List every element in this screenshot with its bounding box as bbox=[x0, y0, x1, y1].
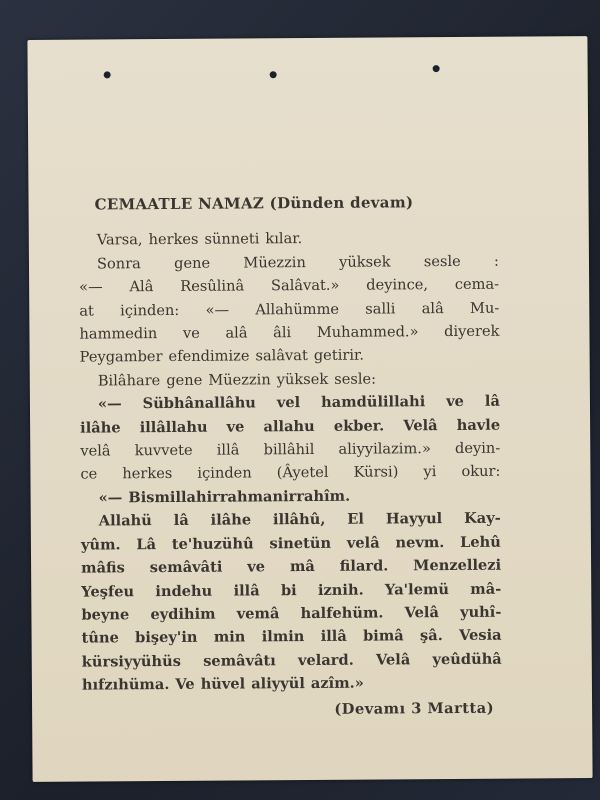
word: lâ bbox=[484, 392, 500, 411]
word: sesle: bbox=[334, 370, 377, 388]
punch-hole bbox=[104, 71, 111, 78]
page-heading bbox=[94, 191, 498, 217]
word: : bbox=[493, 252, 499, 270]
word: efendimize bbox=[168, 347, 250, 366]
word: velâ bbox=[346, 534, 380, 552]
word: şâ. bbox=[419, 627, 443, 645]
text-line bbox=[79, 249, 499, 275]
word: gene bbox=[174, 254, 211, 272]
text-line bbox=[80, 390, 500, 416]
text-line bbox=[80, 413, 500, 439]
word: velard. bbox=[297, 651, 354, 669]
word: Allahümme bbox=[255, 300, 340, 319]
word: kılar. bbox=[265, 230, 303, 248]
word: allahu bbox=[263, 417, 315, 435]
word: Sonra bbox=[96, 254, 141, 273]
word: Alâ bbox=[129, 278, 154, 296]
word: Sübhânallâhu bbox=[142, 394, 256, 413]
word: Mu- bbox=[469, 299, 500, 317]
word: iznih. bbox=[317, 581, 364, 599]
word: vemâ bbox=[236, 605, 280, 623]
text-lines bbox=[79, 226, 502, 697]
word: deyince, bbox=[366, 276, 429, 294]
text-line bbox=[82, 647, 502, 673]
word: ekber. bbox=[333, 417, 385, 435]
word: illâ bbox=[216, 441, 240, 459]
word: halfehüm. bbox=[300, 604, 384, 622]
word: salli bbox=[365, 300, 396, 318]
word: yi bbox=[423, 463, 437, 481]
word: yüksek bbox=[276, 370, 329, 389]
word: hamdülillahi bbox=[321, 393, 426, 412]
word: azîm.» bbox=[310, 674, 364, 693]
word: Velâ bbox=[403, 416, 438, 435]
word: herkes bbox=[122, 465, 173, 483]
word: illâllahu bbox=[139, 418, 208, 436]
word: tûne bbox=[81, 629, 119, 647]
word: Bismillahirrahmanirrahîm. bbox=[128, 487, 351, 507]
word: El bbox=[347, 510, 365, 529]
text-line bbox=[81, 577, 501, 603]
word: Kürsi) bbox=[353, 463, 399, 482]
text-line bbox=[82, 624, 502, 650]
word: cema- bbox=[454, 275, 500, 294]
text-line bbox=[80, 367, 500, 393]
word: (Âyetel bbox=[276, 464, 329, 482]
word: hıfzıhüma. bbox=[81, 676, 170, 694]
word: Velâ bbox=[375, 651, 411, 669]
text-line bbox=[81, 530, 501, 556]
word: bi bbox=[280, 581, 297, 599]
text-line bbox=[81, 507, 501, 533]
punch-hole bbox=[433, 65, 440, 72]
word: bimâ bbox=[363, 627, 404, 645]
word: ve bbox=[182, 324, 200, 342]
word: lâ bbox=[173, 512, 189, 530]
page-title-note: (Dünden devam) bbox=[269, 193, 414, 213]
word: deyin- bbox=[454, 439, 501, 458]
word: «— bbox=[79, 278, 103, 296]
page-text bbox=[78, 191, 502, 723]
word: min bbox=[213, 628, 246, 646]
text-line bbox=[80, 343, 500, 369]
word: semâvâti bbox=[149, 558, 223, 577]
word: illâ bbox=[320, 628, 347, 646]
word: diyerek bbox=[444, 322, 500, 341]
word: Müezzin bbox=[208, 371, 271, 389]
word: yûm. bbox=[80, 536, 121, 554]
text-line bbox=[81, 554, 501, 580]
word: herkes bbox=[148, 231, 199, 249]
word: nevm. bbox=[395, 533, 445, 552]
word: okur: bbox=[461, 463, 501, 481]
word: alâ bbox=[421, 299, 444, 317]
word: ve bbox=[247, 558, 266, 576]
text-line bbox=[81, 601, 501, 627]
word: havle bbox=[456, 416, 501, 434]
word: illâhû, bbox=[272, 511, 326, 529]
word: sinetün bbox=[269, 534, 332, 552]
word: Menzellezi bbox=[413, 556, 502, 575]
continuation-note: (Devamı 3 Martta) bbox=[334, 699, 495, 718]
word: velâ bbox=[80, 442, 111, 460]
word: gene bbox=[166, 371, 203, 389]
word: Ya'lemü bbox=[384, 580, 450, 598]
text-line bbox=[80, 460, 500, 486]
word: kürsiyyühüs bbox=[81, 652, 182, 671]
word: mâ- bbox=[470, 580, 502, 598]
word: beyne bbox=[81, 606, 130, 624]
word: yüksek bbox=[339, 253, 391, 271]
word: «— bbox=[205, 301, 230, 319]
word: salâvat bbox=[255, 347, 308, 365]
word: billâhil bbox=[263, 441, 315, 459]
text-line bbox=[79, 320, 499, 346]
word: hüvel bbox=[200, 675, 246, 693]
word: bişey'in bbox=[135, 629, 198, 647]
word: ilmin bbox=[261, 628, 305, 646]
text-line bbox=[79, 273, 499, 299]
word: Lâ bbox=[136, 535, 157, 553]
word: Muhammed.» bbox=[316, 323, 419, 341]
word: mâ bbox=[289, 558, 315, 576]
word: Kay- bbox=[464, 509, 501, 528]
word: Lehû bbox=[460, 533, 501, 551]
text-line bbox=[79, 226, 499, 252]
word: illâ bbox=[233, 581, 260, 600]
text-line bbox=[81, 484, 501, 510]
word: ce bbox=[80, 465, 98, 484]
word: Salâvat.» bbox=[270, 277, 340, 295]
punch-hole bbox=[270, 71, 277, 78]
word: Peygamber bbox=[79, 348, 163, 367]
word: mâfis bbox=[81, 559, 125, 577]
word: Yeşfeu bbox=[81, 582, 135, 601]
word: yuhî- bbox=[460, 603, 502, 621]
word: Bilâhare bbox=[97, 371, 161, 390]
word: indehu bbox=[155, 582, 213, 600]
word: Velâ bbox=[404, 604, 439, 622]
word: semâvâtı bbox=[203, 651, 276, 670]
word: hammedin bbox=[79, 325, 158, 343]
word: vel bbox=[276, 394, 301, 412]
text-line bbox=[80, 437, 500, 463]
word: getirir. bbox=[313, 347, 365, 365]
word: ve bbox=[226, 418, 245, 436]
text-line bbox=[82, 671, 502, 697]
word: ilâhe bbox=[210, 511, 252, 529]
word: alâ bbox=[225, 324, 248, 342]
word: Vesia bbox=[459, 626, 502, 645]
word: kuvvete bbox=[134, 441, 193, 460]
word: «— bbox=[97, 395, 122, 413]
word: Müezzin bbox=[243, 253, 306, 272]
word: te'huzühû bbox=[171, 535, 254, 553]
word: ve bbox=[446, 393, 464, 411]
printed-page bbox=[27, 36, 592, 782]
word: filard. bbox=[339, 557, 389, 575]
word: içinden bbox=[197, 464, 252, 483]
word: sesle bbox=[423, 252, 461, 271]
word: yeûdühâ bbox=[432, 650, 502, 668]
text-line bbox=[79, 296, 499, 322]
word: ilâhe bbox=[80, 418, 121, 437]
word: Allahü bbox=[98, 512, 152, 530]
word: sünneti bbox=[204, 230, 260, 249]
word: eydihim bbox=[150, 605, 216, 624]
word: Ve bbox=[175, 675, 195, 694]
word: at bbox=[79, 302, 94, 320]
word: içinden: bbox=[120, 301, 180, 319]
word: aliyyilazim.» bbox=[338, 440, 431, 458]
word: Resûlinâ bbox=[180, 277, 245, 296]
word: «— bbox=[98, 489, 123, 507]
word: Hayyul bbox=[385, 510, 443, 528]
word: aliyyül bbox=[251, 675, 305, 693]
page-title: CEMAATLE NAMAZ bbox=[94, 194, 265, 214]
word: Varsa, bbox=[96, 231, 143, 249]
word: âli bbox=[273, 324, 292, 342]
